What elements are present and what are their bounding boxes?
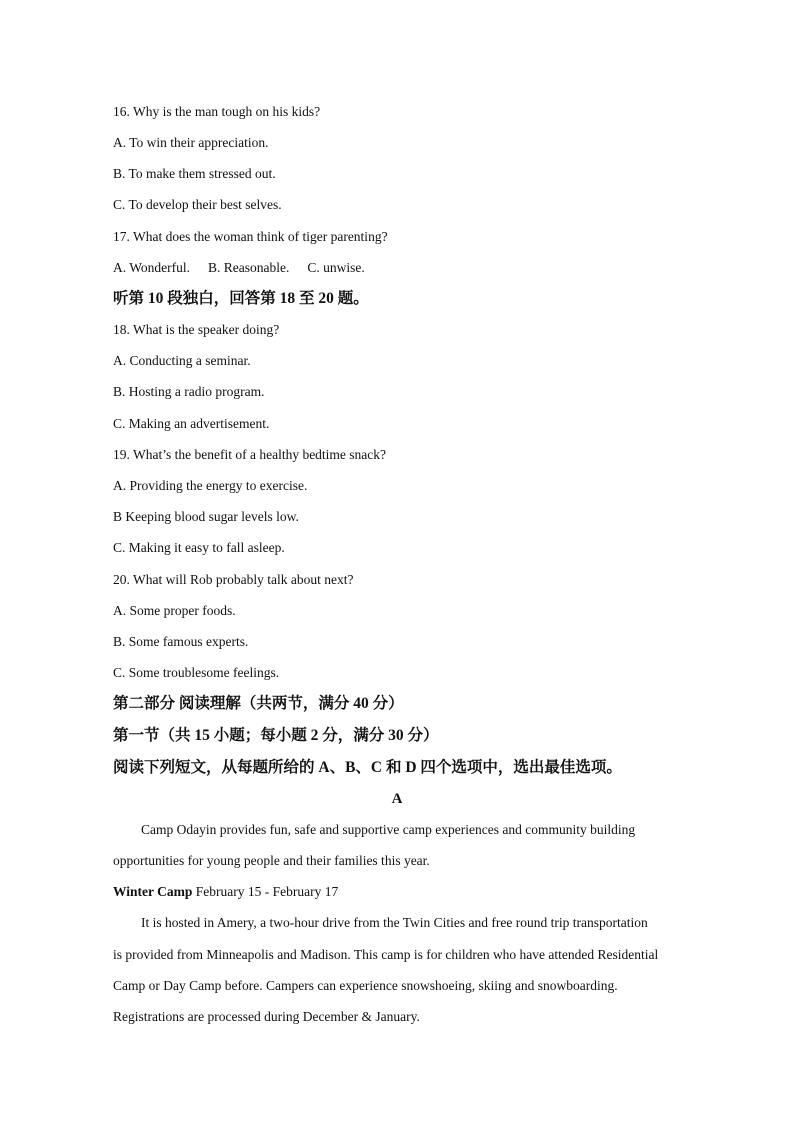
- question-16-option-b: B. To make them stressed out.: [113, 166, 276, 181]
- question-17-option-c: C. unwise.: [307, 260, 365, 275]
- question-20-option-a: A. Some proper foods.: [113, 603, 236, 618]
- reading-instructions: 阅读下列短文，从每题所给的 A、B、C 和 D 四个选项中，选出最佳选项。: [113, 759, 622, 776]
- part-two-heading: 第二部分 阅读理解（共两节，满分 40 分）: [113, 695, 404, 712]
- question-16-option-c: C. To develop their best selves.: [113, 197, 282, 212]
- passage-body-line-3: Camp or Day Camp before. Campers can experience snowshoeing, skiing and snowboarding.: [113, 978, 618, 993]
- passage-intro-line-2: opportunities for young people and their families this year.: [113, 853, 430, 868]
- passage-label: A: [391, 791, 403, 807]
- question-20-option-c: C. Some troublesome feelings.: [113, 665, 280, 680]
- question-16-stem: 16. Why is the man tough on his kids?: [113, 104, 321, 119]
- question-17-stem: 17. What does the woman think of tiger parenting?: [113, 229, 388, 244]
- question-16-option-a: A. To win their appreciation.: [113, 135, 269, 150]
- winter-camp-heading: [113, 883, 338, 901]
- question-20-option-b: B. Some famous experts.: [113, 634, 249, 649]
- question-20-stem: 20. What will Rob probably talk about next?: [113, 572, 354, 587]
- question-19-option-a: A. Providing the energy to exercise.: [113, 478, 308, 493]
- question-19-option-c: C. Making it easy to fall asleep.: [113, 540, 285, 555]
- passage-intro-line-1: Camp Odayin provides fun, safe and supportive camp experiences and community building: [141, 822, 636, 837]
- question-18-stem: 18. What is the speaker doing?: [113, 322, 280, 337]
- question-17-option-a: A. Wonderful.: [113, 260, 191, 275]
- question-19-stem: 19. What’s the benefit of a healthy bedtime snack?: [113, 447, 387, 462]
- question-18-option-c: C. Making an advertisement.: [113, 416, 270, 431]
- winter-camp-dates: February 15 - February 17: [192, 884, 339, 899]
- section-one-heading: 第一节（共 15 小题；每小题 2 分，满分 30 分）: [113, 727, 439, 744]
- question-18-option-b: B. Hosting a radio program.: [113, 384, 265, 399]
- monologue-10-heading: 听第 10 段独白，回答第 18 至 20 题。: [113, 290, 369, 307]
- question-17-option-b: B. Reasonable.: [208, 260, 290, 275]
- passage-body-line-2: is provided from Minneapolis and Madison. This camp is for children who have attended Residential: [113, 947, 659, 962]
- winter-camp-title: Winter Camp: [113, 884, 193, 899]
- passage-body-line-4: Registrations are processed during December & January.: [113, 1009, 420, 1024]
- question-18-option-a: A. Conducting a seminar.: [113, 353, 251, 368]
- question-17-options: [113, 259, 383, 277]
- question-19-option-b: B Keeping blood sugar levels low.: [113, 509, 299, 524]
- passage-body-line-1: It is hosted in Amery, a two-hour drive from the Twin Cities and free round trip transportation: [141, 915, 648, 930]
